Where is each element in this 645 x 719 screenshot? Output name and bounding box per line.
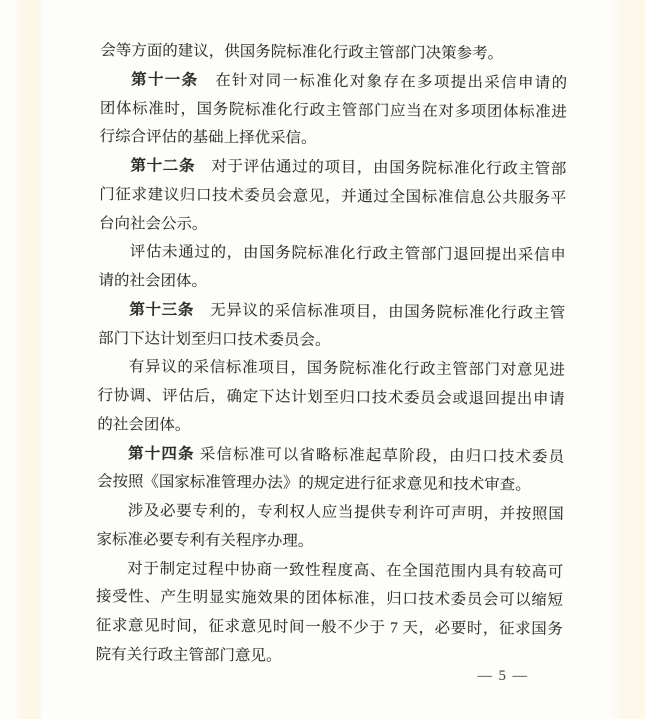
page-number: — 5 — — [477, 668, 529, 684]
line-text: 采信标准可以省略标准起草阶段，由归口技术委员 — [194, 445, 565, 466]
line-text: 在针对同一标准化对象存在多项提出采信申请的 — [198, 71, 568, 92]
text-line — [96, 526, 563, 558]
article-number: 第十三条 — [129, 301, 195, 319]
line-text: 门征求建议归口技术委员会意见，并通过全国标准信息公共服务平 — [99, 185, 567, 207]
text-line — [96, 612, 563, 644]
text-line — [98, 325, 565, 357]
text-line — [99, 238, 566, 270]
line-text: 有异议的采信标准项目，国务院标准化行政主管部门对意见进 — [128, 358, 565, 380]
text-line — [98, 296, 565, 328]
line-text: 对于制定过程中协商一致性程度高、在全国范围内具有较高可 — [127, 559, 564, 581]
line-text: 院有关行政主管部门意见。 — [95, 645, 282, 665]
text-line — [98, 267, 565, 299]
article-number: 第十二条 — [130, 157, 196, 175]
line-text: 评估未通过的，由国务院标准化行政主管部门退回提出采信申 — [129, 243, 566, 265]
scan-edge-band-left — [14, 0, 44, 719]
text-line — [98, 382, 565, 414]
line-text: 团体标准时，国务院标准化行政主管部门应当在对多项团体标准进 — [99, 99, 567, 121]
line-text: 家标准必要专利有关程序办理。 — [96, 530, 314, 550]
text-line — [100, 95, 567, 127]
article-number: 第十一条 — [131, 71, 199, 89]
line-text: 无异议的采信标准项目，由国务院标准化行政主管 — [193, 301, 566, 322]
line-text: 的社会团体。 — [97, 415, 191, 434]
text-line — [99, 210, 566, 242]
text-line — [97, 440, 564, 472]
line-text: 行协调、评估后，确定下达计划至归口技术委员会或退回提出申请 — [97, 387, 565, 408]
text-line — [100, 66, 567, 98]
text-line — [100, 37, 567, 69]
text-line — [96, 555, 563, 587]
text-line — [96, 583, 563, 615]
line-text: 部门下达计划至归口技术委员会。 — [98, 329, 331, 349]
text-line — [99, 152, 566, 184]
text-line — [97, 497, 564, 529]
line-text: 请的社会团体。 — [98, 272, 208, 291]
document-body — [96, 37, 568, 673]
scan-edge-band-right — [605, 0, 645, 719]
text-line — [97, 411, 564, 443]
line-text: 会等方面的建议，供国务院标准化行政主管部门决策参考。 — [100, 42, 504, 63]
article-number: 第十四条 — [128, 444, 195, 463]
line-text: 台向社会公示。 — [98, 214, 208, 233]
line-text: 涉及必要专利的，专利权人应当提供专利许可声明，并按照国 — [127, 502, 564, 523]
line-text: 对于评估通过的项目，由国务院标准化行政主管部 — [195, 157, 567, 178]
text-line — [99, 181, 566, 213]
text-line — [98, 353, 565, 385]
text-line — [100, 123, 567, 155]
line-text: 会按照《国家标准管理办法》的规定进行征求意见和技术审查。 — [96, 473, 531, 494]
line-text: 征求意见时间，征求意见时间一般不少于 7 天，必要时，征求国务 — [95, 617, 563, 638]
line-text: 行综合评估的基础上择优采信。 — [99, 128, 317, 148]
text-line — [97, 468, 564, 500]
line-text: 接受性、产生明显实施效果的团体标准，归口技术委员会可以缩短 — [96, 588, 564, 610]
